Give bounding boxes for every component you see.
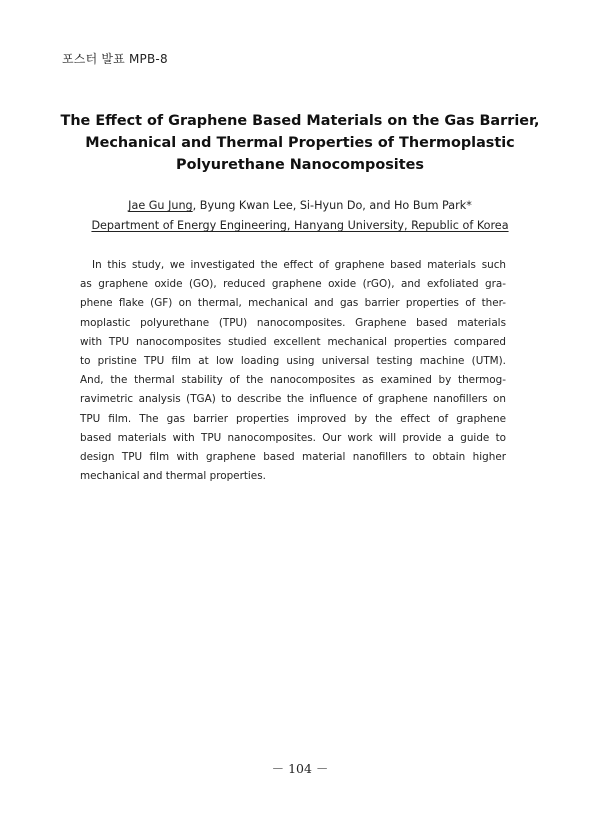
affiliation: Department of Energy Engineering, Hanyang University, Republic of Korea xyxy=(91,219,509,232)
abstract-line: In this study, we investigated the effect of graphene based materials such xyxy=(92,259,506,271)
abstract-line: with TPU nanocomposites studied excellent mechanical properties compared xyxy=(80,335,506,348)
co-authors: , Byung Kwan Lee, Si-Hyun Do, and Ho Bum Park* xyxy=(192,199,472,212)
abstract-line: to pristine TPU film at low loading using universal testing machine (UTM). xyxy=(80,354,506,367)
abstract-line: phene flake (GF) on thermal, mechanical and gas barrier properties of ther- xyxy=(80,297,506,310)
session-label: 포스터 발표 MPB-8 xyxy=(62,52,168,66)
page-number: － 104 － xyxy=(271,761,329,776)
abstract-line: based materials with TPU nanocomposites. Our work will provide a guide to xyxy=(80,431,506,444)
abstract-line: ravimetric analysis (TGA) to describe the influence of graphene nanofillers on xyxy=(80,393,506,406)
abstract-line: design TPU film with graphene based material nanofillers to obtain higher xyxy=(80,450,506,463)
abstract-line: as graphene oxide (GO), reduced graphene oxide (rGO), and exfoliated gra- xyxy=(80,278,506,291)
presenting-author: Jae Gu Jung xyxy=(128,199,193,212)
title-line: Mechanical and Thermal Properties of Thermoplastic xyxy=(85,135,515,151)
paper-title xyxy=(60,110,540,176)
abstract-body xyxy=(80,256,506,486)
abstract-line: mechanical and thermal properties. xyxy=(80,470,266,483)
abstract-line: TPU film. The gas barrier properties improved by the effect of graphene xyxy=(80,412,506,425)
title-line: The Effect of Graphene Based Materials on the Gas Barrier, xyxy=(60,113,540,129)
abstract-line: And, the thermal stability of the nanocomposites as examined by thermog- xyxy=(80,374,506,387)
author-block xyxy=(60,196,540,236)
abstract-line: moplastic polyurethane (TPU) nanocomposites. Graphene based materials xyxy=(80,316,506,329)
author-list xyxy=(60,196,540,216)
title-line: Polyurethane Nanocomposites xyxy=(176,157,424,173)
